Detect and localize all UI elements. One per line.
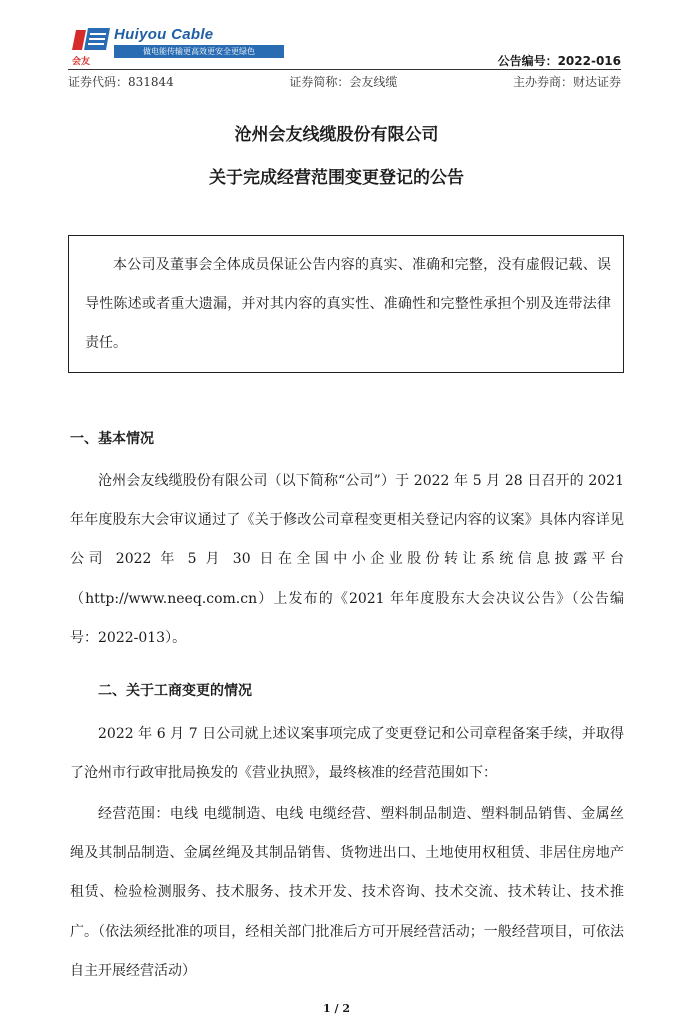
document-title-subject: 关于完成经营范围变更登记的公告 (209, 168, 464, 188)
section-heading-basic-info: 一、基本情况 (70, 431, 154, 447)
paragraph-business-scope: 经营范围：电线 电缆制造、电线 电缆经营、塑料制品制造、塑料制品销售、金属丝绳及其制品制造、金属丝绳及其制品销售、货物进出口、土地使用权租赁、非居住房地产租赁、检验检测服务、技术服务、技术开发、技术咨询、技术交流、技术转让、技术推广。（依法须经批准的项目，经相关部门批准后方可开展经营活动；一般经营项目，可依法自主开展经营活动） (70, 806, 624, 979)
announcement-number: 公告编号：2022-016 (497, 54, 621, 68)
logo-slogan: 做电能传输更高效更安全更绿色 (114, 45, 284, 58)
section-heading-registration: 二、关于工商变更的情况 (98, 683, 252, 699)
company-logo (70, 26, 255, 67)
disclaimer-box (68, 235, 624, 373)
sponsor-broker: 主办券商：财达证券 (512, 75, 621, 89)
stock-name: 证券简称：会友线缆 (289, 75, 398, 89)
logo-brand-text: Huiyou Cable (114, 26, 214, 43)
security-info-row (68, 73, 621, 90)
document-title-company: 沧州会友线缆股份有限公司 (234, 125, 439, 145)
paragraph-basic-info: 沧州会友线缆股份有限公司（以下简称“公司”）于 2022 年 5 月 28 日召开的 2021 年年度股东大会审议通过了《关于修改公司章程变更相关登记内容的议案》具体内容详见公司 2022 年 5 月 30 日在全国中小企业股份转让系统信息披露平台（http://www.neeq.com.cn）上发布的《2021 年年度股东大会决议公告》（公告编号：2022-013）。 (70, 473, 624, 646)
header-divider (68, 69, 621, 70)
disclaimer-text: 本公司及董事会全体成员保证公告内容的真实、准确和完整，没有虚假记载、误导性陈述或者重大遗漏，并对其内容的真实性、准确性和完整性承担个别及连带法律责任。 (85, 257, 611, 351)
page-number: 1 / 2 (323, 1002, 350, 1015)
logo-chinese-name: 会友 (72, 57, 91, 67)
paragraph-registration: 2022 年 6 月 7 日公司就上述议案事项完成了变更登记和公司章程备案手续，并取得了沧州市行政审批局换发的《营业执照》，最终核准的经营范围如下： (70, 726, 624, 782)
stock-code: 证券代码：831844 (68, 75, 174, 89)
